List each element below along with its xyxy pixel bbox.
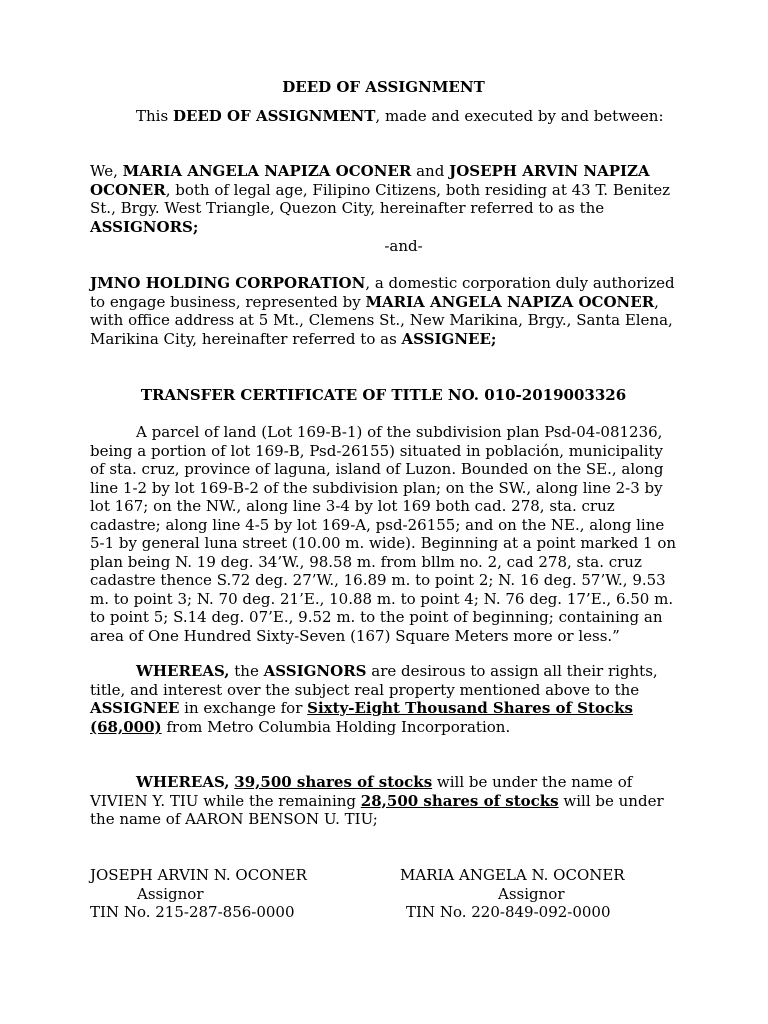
and-separator: -and- <box>384 237 423 255</box>
whereas-keyword: WHEREAS, <box>136 662 230 680</box>
assignee-representative: MARIA ANGELA NAPIZA OCONER <box>365 292 655 311</box>
signatory-name: MARIA ANGELA N. OCONER <box>400 866 625 884</box>
signatory-tin: TIN No. 220-849-092-0000 <box>406 903 611 921</box>
shares-vivien: 39,500 shares of stocks <box>234 773 433 791</box>
assignors-label: ASSIGNORS; <box>90 217 199 236</box>
assignee-paragraph: JMNO HOLDING CORPORATION, a domestic corporation duly authorized to engage business, represented by MARIA ANGELA NAPIZA OCONER, with office address at 5 Mt., Clemens St., New Marikina, Brgy., Santa Elena, Marikina City, hereinafter referred to as ASSIGNEE; <box>90 274 675 348</box>
whereas-keyword: WHEREAS, <box>136 773 230 791</box>
assignors-paragraph: We, MARIA ANGELA NAPIZA OCONER and JOSEPH ARVIN NAPIZA OCONER, both of legal age, Filipino Citizens, both residing at 43 T. Benitez St., Brgy. West Triangle, Quezon City, hereinafter referred to as the ASSIGNORS; <box>90 162 670 236</box>
assignor-name-2: JOSEPH ARVIN NAPIZA OCONER <box>90 162 650 199</box>
shares-aaron: 28,500 shares of stocks <box>360 791 559 810</box>
whereas-paragraph-1: WHEREAS, the ASSIGNORS are desirous to assign all their rights, title, and interest over the subject real property mentioned above to the ASSIGNEE in exchange for Sixty-Eight Thousand Shares of Stocks (68,000) from Metro Columbia Holding Incorporation. <box>90 662 658 736</box>
assignor-name-1: MARIA ANGELA NAPIZA OCONER <box>122 162 412 180</box>
assignee-label: ASSIGNEE; <box>401 329 497 348</box>
land-description: A parcel of land (Lot 169-B-1) of the subdivision plan Psd-04-081236, being a portion of lot 169-B, Psd-26155) situated in población, municipality of sta. cruz, province of laguna, island of Luzon. Bounded on the SE., along line 1-2 by lot 169-B-2 of the subdivision plan; on the SW., along line 2-3 by lot 167; on the NW., along line 3-4 by lot 169 both cad. 278, sta. cruz cadastre; along line 4-5 by lot 169-A, psd-26155; and on the NE., along line 5-1 by general luna street (10.00 m. wide). Beginning at a point marked 1 on plan being N. 19 deg. 34’W., 98.58 m. from bllm no. 2, cad 278, sta. cruz cadastre thence S.72 deg. 27’W., 16.89 m. to point 2; N. 16 deg. 57’W., 9.53 m. to point 3; N. 70 deg. 21’E., 10.88 m. to point 4; N. 76 deg. 17’E., 6.50 m. to point 5; S.14 deg. 07’E., 9.52 m. to the point of beginning; containing an area of One Hundred Sixty-Seven (167) Square Meters more or less.” <box>90 423 677 645</box>
signatory-name: JOSEPH ARVIN N. OCONER <box>90 866 307 884</box>
signatory-role: Assignor <box>137 884 204 903</box>
signatory-tin: TIN No. 215-287-856-0000 <box>90 903 295 921</box>
tct-heading: TRANSFER CERTIFICATE OF TITLE NO. 010-2019003326 <box>140 386 627 404</box>
signatory-block-1 <box>90 866 307 922</box>
whereas-paragraph-2: WHEREAS, 39,500 shares of stocks will be under the name of VIVIEN Y. TIU while the remaining 28,500 shares of stocks will be under the name of AARON BENSON U. TIU; <box>90 773 664 828</box>
assignee-name: JMNO HOLDING CORPORATION <box>90 274 366 292</box>
deed-title-inline: DEED OF ASSIGNMENT <box>172 107 376 125</box>
document-title: DEED OF ASSIGNMENT <box>282 78 485 96</box>
shares-total: Sixty-Eight Thousand Shares of Stocks (68,000) <box>90 699 633 736</box>
intro-paragraph: This DEED OF ASSIGNMENT, made and executed by and between: <box>136 107 664 125</box>
signatory-role: Assignor <box>498 884 565 903</box>
signatory-block-2 <box>400 866 625 922</box>
